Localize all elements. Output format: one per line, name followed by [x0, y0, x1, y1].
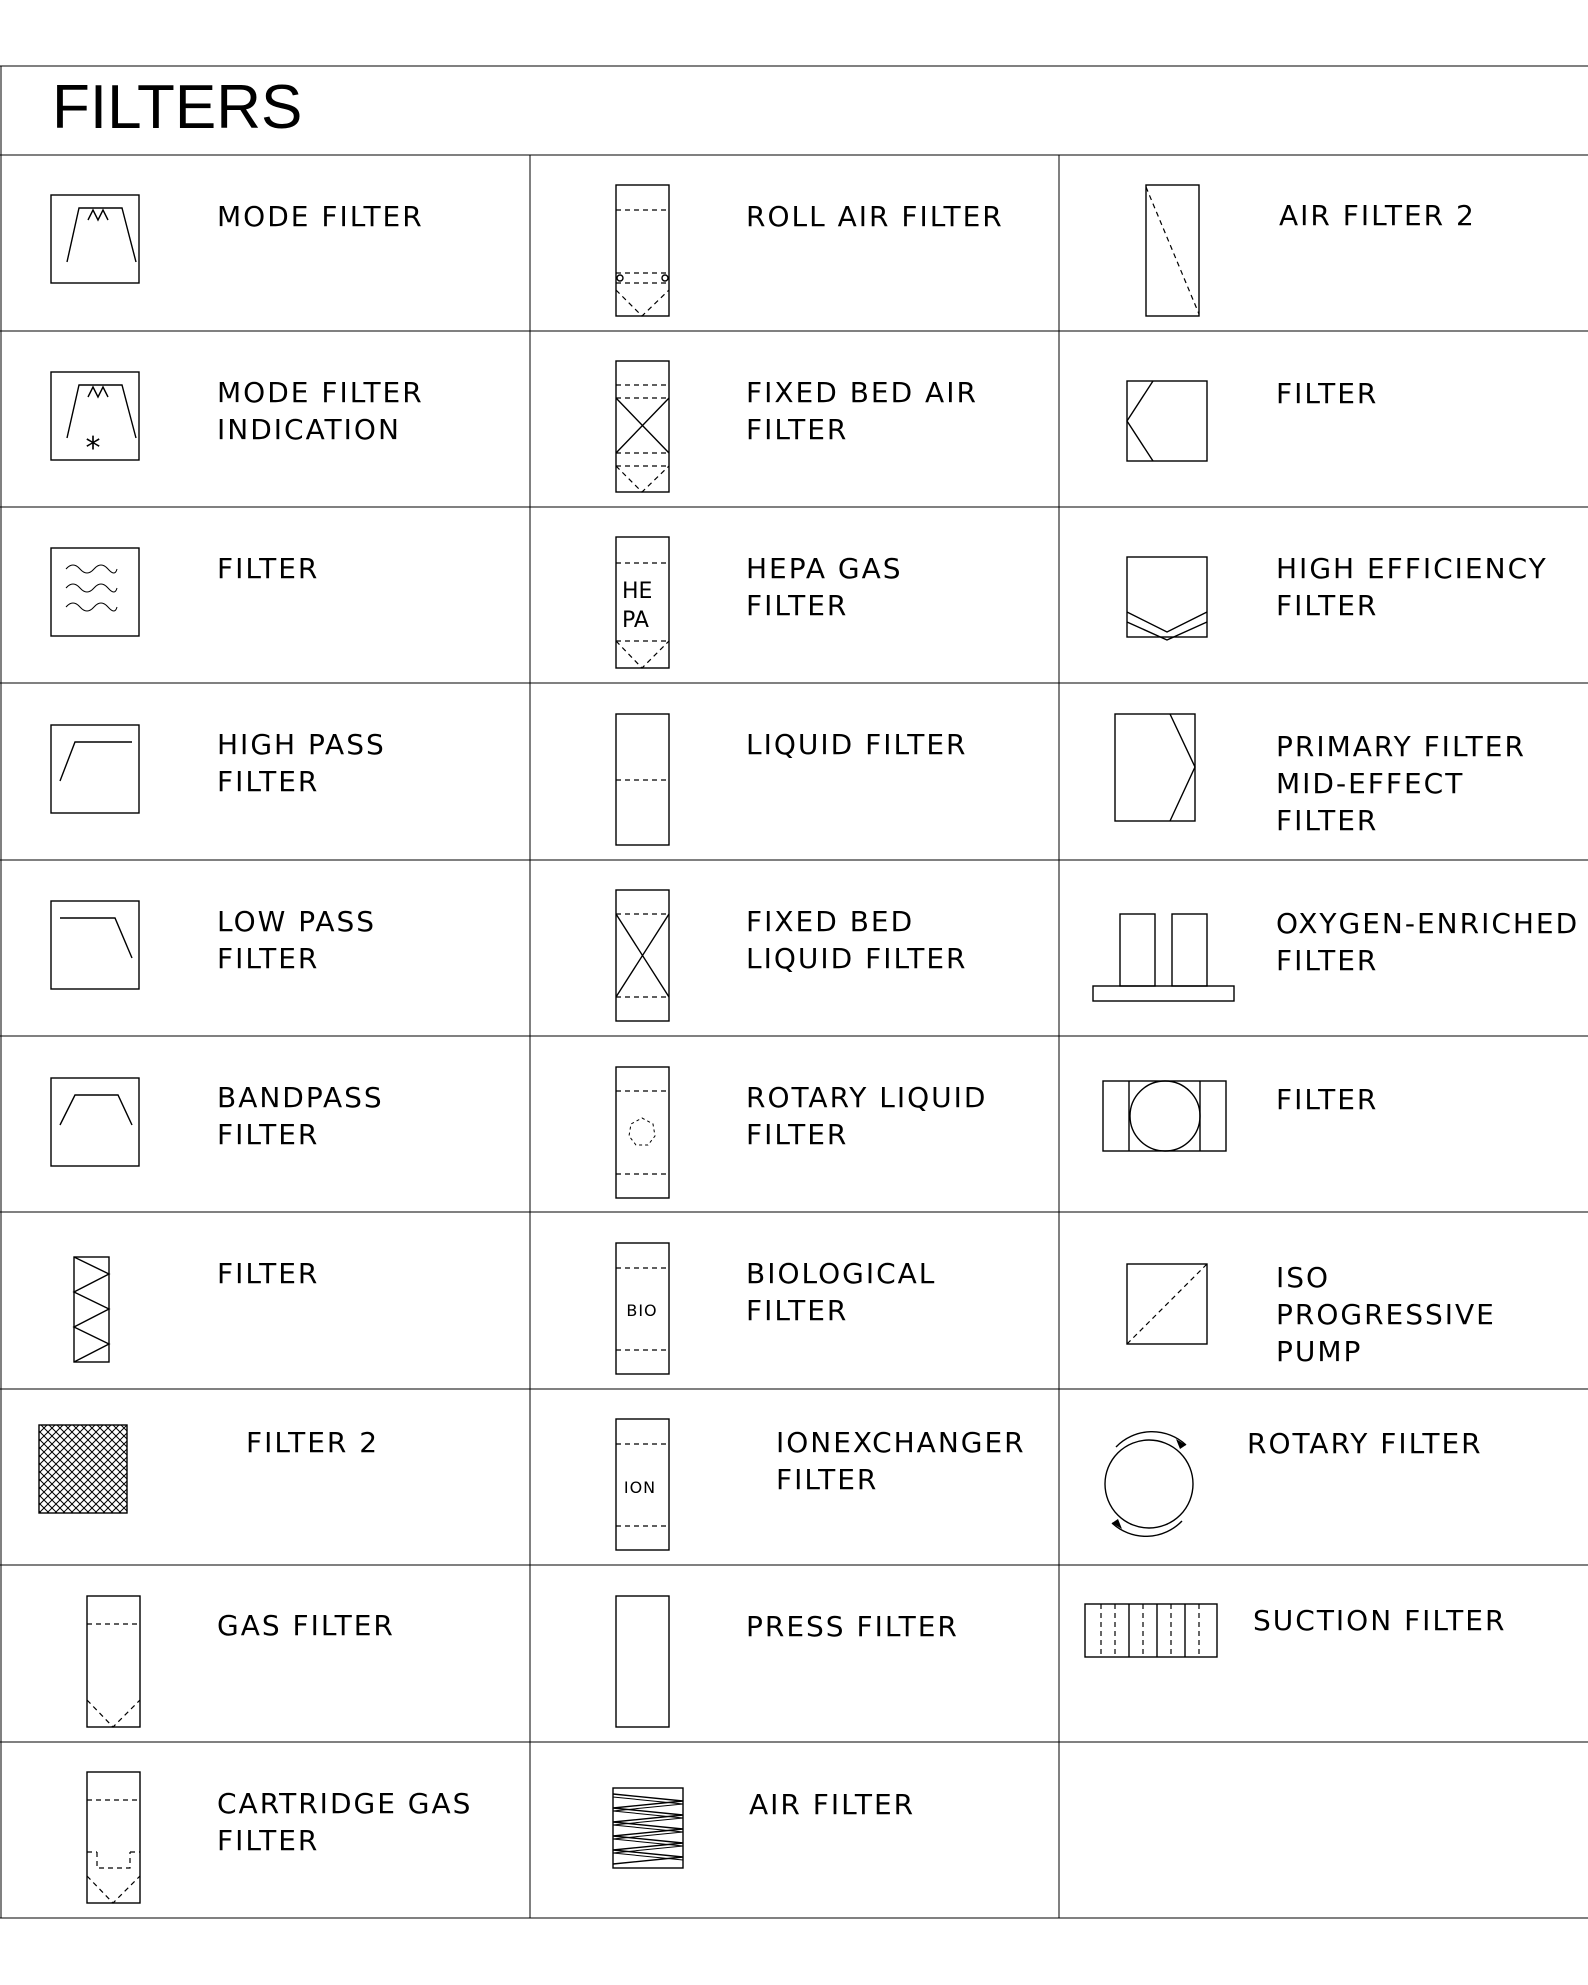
biological-filter-label [746, 1257, 936, 1327]
hepa-gas-filter-label [746, 552, 903, 622]
bandpass-filter-label-line-2: FILTER [217, 1118, 320, 1151]
rotary-liquid-filter-label-line-2: FILTER [746, 1118, 849, 1151]
filter-circle-label [1276, 1083, 1378, 1116]
rotary-filter-label [1247, 1427, 1483, 1460]
mode-filter-label-line-1: MODE FILTER [217, 200, 424, 233]
primary-filter-label [1276, 730, 1526, 837]
oxygen-enriched-filter-label [1276, 907, 1579, 977]
cartridge-gas-filter-icon [87, 1772, 140, 1903]
iso-progressive-pump-label-line-2: PROGRESSIVE [1276, 1298, 1496, 1331]
low-pass-filter-label-line-2: FILTER [217, 942, 320, 975]
press-filter-label [746, 1610, 959, 1643]
air-filter-label [749, 1788, 915, 1821]
air-filter-2-label [1279, 199, 1476, 232]
fixed-bed-air-filter-label-line-1: FIXED BED AIR [746, 376, 978, 409]
page-title: FILTERS [52, 73, 303, 142]
filter-circle-icon [1103, 1081, 1226, 1151]
rotary-liquid-filter-label-line-1: ROTARY LIQUID [746, 1081, 988, 1114]
gas-filter-label [217, 1609, 395, 1642]
hepa-gas-filter-label-line-2: FILTER [746, 589, 849, 622]
filter-waves-label [217, 552, 319, 585]
fixed-bed-liquid-filter-label-line-1: FIXED BED [746, 905, 915, 938]
ion-inner-text: ION [623, 1478, 657, 1497]
asterisk-mark: * [85, 431, 101, 466]
low-pass-filter-label-line-1: LOW PASS [217, 905, 377, 938]
primary-filter-label-line-1: PRIMARY FILTER [1276, 730, 1526, 763]
mode-filter-icon [51, 195, 139, 283]
high-pass-filter-icon [51, 725, 139, 813]
filter-zigzag-label-line-1: FILTER [217, 1257, 320, 1290]
hepa-inner-line-2: PA [622, 608, 649, 633]
suction-filter-icon [1085, 1604, 1217, 1657]
ionexchanger-filter-label [776, 1426, 1026, 1496]
fixed-bed-air-filter-icon [616, 361, 669, 492]
high-efficiency-filter-label-line-2: FILTER [1276, 589, 1379, 622]
press-filter-icon [616, 1596, 669, 1727]
high-efficiency-filter-label-line-1: HIGH EFFICIENCY [1276, 552, 1548, 585]
filter-circle-label-line-1: FILTER [1276, 1083, 1379, 1116]
fixed-bed-liquid-filter-icon [616, 890, 669, 1021]
roll-air-filter-icon [616, 185, 669, 316]
iso-progressive-pump-label [1276, 1261, 1496, 1368]
air-filter-2-icon [1146, 185, 1199, 316]
ionexchanger-filter-icon [616, 1419, 669, 1550]
primary-filter-icon [1115, 714, 1195, 821]
primary-filter-label-line-2: MID-EFFECT [1276, 767, 1465, 800]
suction-filter-label [1253, 1604, 1506, 1637]
press-filter-label-line-1: PRESS FILTER [746, 1610, 959, 1643]
filter-2-label [246, 1426, 379, 1459]
filter-zigzag-icon [74, 1257, 109, 1362]
fixed-bed-air-filter-label [746, 376, 978, 446]
high-efficiency-filter-label [1276, 552, 1548, 622]
bandpass-filter-icon [51, 1078, 139, 1166]
oxygen-enriched-filter-icon [1093, 914, 1234, 1001]
hepa-gas-filter-label-line-1: HEPA GAS [746, 552, 903, 585]
ionexchanger-filter-label-line-2: FILTER [776, 1463, 879, 1496]
iso-progressive-pump-label-line-1: ISO [1276, 1261, 1331, 1294]
high-pass-filter-label-line-2: FILTER [217, 765, 320, 798]
rotary-liquid-filter-label [746, 1081, 987, 1151]
iso-progressive-pump-icon [1127, 1264, 1207, 1344]
filter-2-icon [39, 1425, 127, 1513]
oxygen-enriched-filter-label-line-1: OXYGEN-ENRICHED [1276, 907, 1580, 940]
cartridge-gas-filter-label [217, 1787, 472, 1857]
biological-filter-label-line-1: BIOLOGICAL [746, 1257, 937, 1290]
cartridge-gas-filter-label-line-2: FILTER [217, 1824, 320, 1857]
filter-angle-label [1276, 377, 1378, 410]
fixed-bed-liquid-filter-label [746, 905, 967, 975]
high-pass-filter-label [217, 728, 386, 798]
liquid-filter-label [746, 728, 967, 761]
rotary-filter-label-line-1: ROTARY FILTER [1247, 1427, 1483, 1460]
primary-filter-label-line-3: FILTER [1276, 804, 1379, 837]
roll-air-filter-label [746, 200, 1004, 233]
low-pass-filter-icon [51, 901, 139, 989]
filter-zigzag-label [217, 1257, 319, 1290]
gas-filter-label-line-1: GAS FILTER [217, 1609, 395, 1642]
bandpass-filter-label-line-1: BANDPASS [217, 1081, 384, 1114]
filter-waves-label-line-1: FILTER [217, 552, 320, 585]
iso-progressive-pump-label-line-3: PUMP [1276, 1335, 1363, 1368]
biological-filter-label-line-2: FILTER [746, 1294, 849, 1327]
rotary-liquid-filter-icon [616, 1067, 669, 1198]
biological-filter-icon [616, 1243, 669, 1374]
mode-filter-indication-label-line-2: INDICATION [217, 413, 401, 446]
hepa-inner-line-1: HE [622, 579, 653, 604]
mode-filter-indication-icon [51, 372, 139, 466]
mode-filter-label [217, 200, 424, 233]
cartridge-gas-filter-label-line-1: CARTRIDGE GAS [217, 1787, 473, 1820]
gas-filter-icon [87, 1596, 140, 1727]
low-pass-filter-label [217, 905, 376, 975]
high-efficiency-filter-icon [1127, 557, 1207, 640]
bio-inner-text: BIO [626, 1301, 658, 1320]
filter-angle-icon [1127, 381, 1207, 461]
filter-waves-icon [51, 548, 139, 636]
filter-angle-label-line-1: FILTER [1276, 377, 1379, 410]
ionexchanger-filter-label-line-1: IONEXCHANGER [776, 1426, 1026, 1459]
high-pass-filter-label-line-1: HIGH PASS [217, 728, 386, 761]
roll-air-filter-label-line-1: ROLL AIR FILTER [746, 200, 1004, 233]
rotary-filter-icon [1105, 1432, 1193, 1537]
hepa-gas-filter-icon [616, 537, 669, 668]
air-filter-2-label-line-1: AIR FILTER 2 [1279, 199, 1476, 232]
oxygen-enriched-filter-label-line-2: FILTER [1276, 944, 1379, 977]
filter-2-label-line-1: FILTER 2 [246, 1426, 380, 1459]
mode-filter-indication-label-line-1: MODE FILTER [217, 376, 424, 409]
air-filter-label-line-1: AIR FILTER [749, 1788, 916, 1821]
fixed-bed-liquid-filter-label-line-2: LIQUID FILTER [746, 942, 968, 975]
liquid-filter-icon [616, 714, 669, 845]
bandpass-filter-label [217, 1081, 384, 1151]
mode-filter-indication-label [217, 376, 424, 446]
liquid-filter-label-line-1: LIQUID FILTER [746, 728, 968, 761]
fixed-bed-air-filter-label-line-2: FILTER [746, 413, 849, 446]
suction-filter-label-line-1: SUCTION FILTER [1253, 1604, 1507, 1637]
air-filter-icon [613, 1788, 683, 1868]
